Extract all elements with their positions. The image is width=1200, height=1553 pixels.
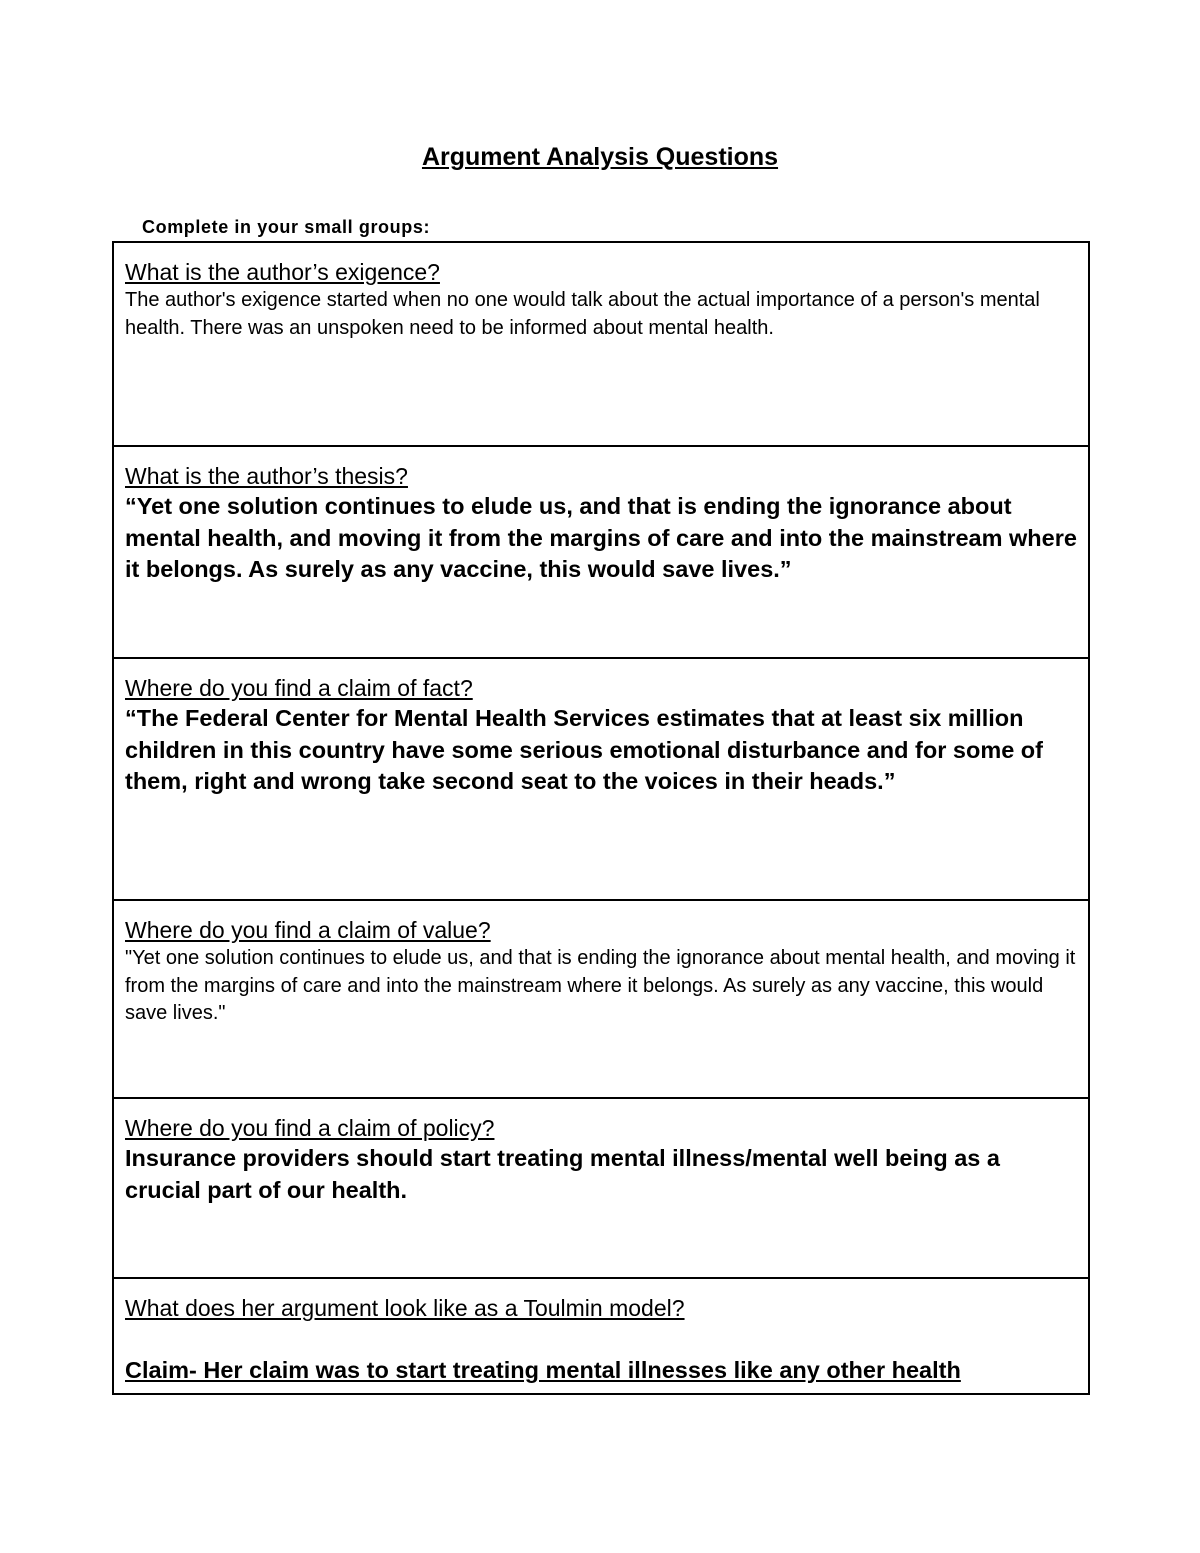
policy-question: Where do you find a claim of policy?: [125, 1115, 495, 1141]
thesis-question: What is the author’s thesis?: [125, 463, 408, 489]
fact-answer: “The Federal Center for Mental Health Services estimates that at least six million children in this country have some serious emotional disturbance and for some of them, right and wrong take second seat to the voices in their heads.”: [125, 705, 1043, 794]
exigence-answer: The author's exigence started when no one would talk about the actual importance of a person's mental health. There was an unspoken need to be informed about mental health.: [125, 289, 1040, 339]
instructions: Complete in your small groups:: [142, 217, 431, 237]
fact-question: Where do you find a claim of fact?: [125, 675, 473, 701]
policy-row: [114, 1099, 1088, 1279]
toulmin-question: What does her argument look like as a Toulmin model?: [125, 1295, 685, 1321]
policy-answer: Insurance providers should start treating mental illness/mental well being as a crucial part of our health.: [125, 1145, 1000, 1203]
question-table: [112, 241, 1090, 1395]
exigence-row: [114, 243, 1088, 447]
fact-row: [114, 659, 1088, 901]
exigence-question: What is the author’s exigence?: [125, 259, 440, 285]
page-title: Argument Analysis Questions: [421, 143, 779, 171]
toulmin-row: [114, 1279, 1088, 1393]
value-row: [114, 901, 1088, 1099]
value-question: Where do you find a claim of value?: [125, 917, 491, 943]
thesis-answer: “Yet one solution continues to elude us, and that is ending the ignorance about mental health, and moving it from the margins of care and into the mainstream where it belongs. As surely as any vaccine, this would save lives.”: [125, 493, 1077, 582]
toulmin-answer: Claim- Her claim was to start treating mental illnesses like any other health: [125, 1357, 961, 1383]
thesis-row: [114, 447, 1088, 659]
value-answer: "Yet one solution continues to elude us, and that is ending the ignorance about mental health, and moving it from the margins of care and into the mainstream where it belongs. As surely as any vaccine, this would save lives.": [125, 947, 1076, 1024]
